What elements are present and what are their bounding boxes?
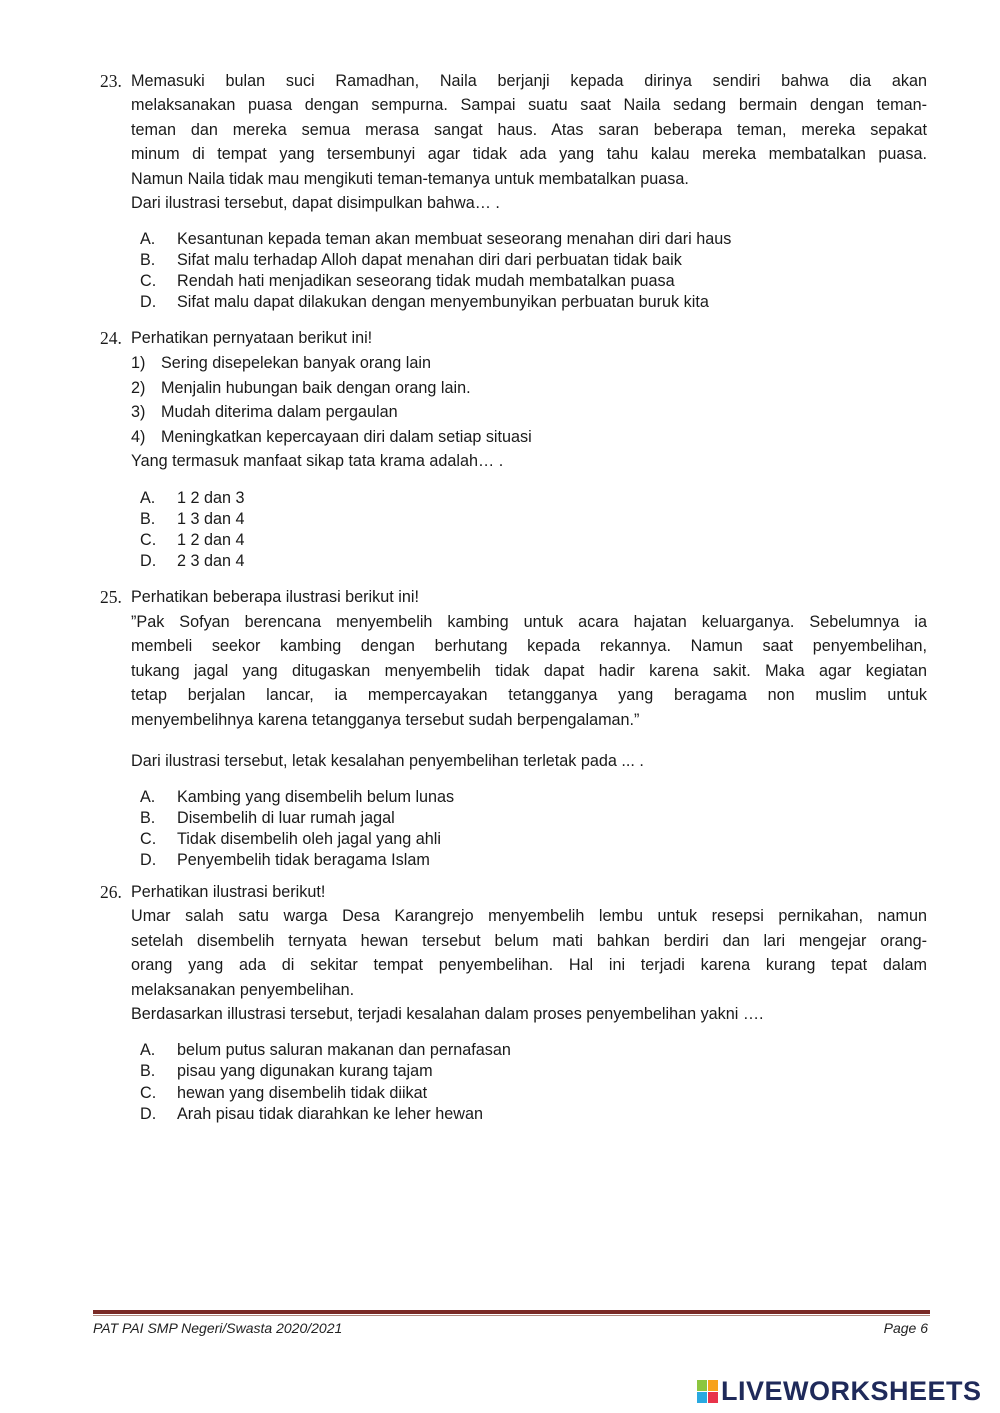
logo-tile	[708, 1392, 718, 1403]
option-letter: D.	[140, 552, 157, 570]
option-letter: A.	[140, 788, 156, 806]
option-text: pisau yang digunakan kurang tajam	[177, 1062, 433, 1081]
illustration-line: melaksanakan puasa dengan sempurna. Sampai suatu saat Naila sedang bermain dengan teman-	[131, 96, 927, 115]
option-letter: A.	[140, 230, 156, 248]
option-letter: B.	[140, 1062, 156, 1081]
statement-text: Mudah diterima dalam pergaulan	[161, 403, 398, 422]
answer-option[interactable]	[140, 1105, 483, 1124]
answer-option[interactable]	[140, 272, 675, 291]
statement-item	[131, 379, 471, 398]
illustration-line: ”Pak Sofyan berencana menyembelih kambing untuk acara hajatan keluarganya. Sebelumnya ia	[131, 613, 927, 631]
option-text: Arah pisau tidak diarahkan ke leher hewan	[177, 1104, 483, 1123]
statement-number: 3)	[131, 403, 146, 422]
statement-item	[131, 354, 431, 373]
option-text: belum putus saluran makanan dan pernafasan	[177, 1041, 511, 1059]
liveworksheets-logo	[697, 1376, 982, 1407]
option-letter: A.	[140, 1041, 156, 1059]
option-letter: C.	[140, 531, 157, 549]
option-text: Kesantunan kepada teman akan membuat seseorang menahan diri dari haus	[177, 230, 732, 248]
question-intro: Perhatikan ilustrasi berikut!	[131, 883, 326, 901]
option-letter: D.	[140, 851, 157, 869]
illustration-line: menyembelihnya karena tetangganya tersebut sudah berpengalaman.”	[131, 710, 640, 729]
option-text: 1 2 dan 4	[177, 531, 245, 549]
footer-title: PAT PAI SMP Negeri/Swasta 2020/2021	[93, 1320, 343, 1336]
question-intro: Perhatikan beberapa ilustrasi berikut ini!	[131, 588, 419, 606]
illustration-line: setelah disembelih ternyata hewan tersebut belum mati bahkan berdiri dan lari mengejar orang-	[131, 931, 927, 950]
illustration-line: melaksanakan penyembelihan.	[131, 980, 355, 999]
option-text: 1 3 dan 4	[177, 510, 245, 528]
option-letter: C.	[140, 1083, 157, 1102]
logo-text: LIVEWORKSHEETS	[721, 1376, 982, 1406]
illustration-line: orang yang ada di sekitar tempat penyembelihan. Hal ini terjadi karena kurang tepat dalam	[131, 956, 927, 974]
statement-item	[131, 428, 532, 447]
liveworksheets-logo-icon	[697, 1380, 718, 1403]
option-text: Tidak disembelih oleh jagal yang ahli	[177, 830, 441, 848]
illustration-line: tetap berjalan lancar, ia mempercayakan tetangganya yang beragama non muslim untuk	[131, 686, 927, 705]
answer-option[interactable]	[140, 851, 430, 870]
answer-option[interactable]	[140, 1041, 511, 1060]
question-intro: Perhatikan pernyataan berikut ini!	[131, 329, 373, 347]
footer-rule	[93, 1310, 930, 1314]
statement-number: 4)	[131, 428, 146, 447]
illustration-line: Memasuki bulan suci Ramadhan, Naila berjanji kepada dirinya sendiri bahwa dia akan	[131, 72, 927, 90]
answer-option[interactable]	[140, 788, 454, 807]
illustration-line: Umar salah satu warga Desa Karangrejo menyembelih lembu untuk resepsi pernikahan, namun	[131, 907, 927, 925]
question-prompt: Yang termasuk manfaat sikap tata krama adalah… .	[131, 452, 504, 470]
option-letter: C.	[140, 830, 157, 848]
option-letter: D.	[140, 1104, 157, 1123]
question-number: 23.	[100, 71, 122, 91]
logo-tile	[697, 1380, 707, 1391]
logo-tile	[708, 1380, 718, 1391]
answer-option[interactable]	[140, 489, 245, 508]
logo-tile	[697, 1392, 707, 1403]
question-prompt: Berdasarkan illustrasi tersebut, terjadi kesalahan dalam proses penyembelihan yakni ….	[131, 1005, 764, 1023]
answer-option[interactable]	[140, 510, 245, 529]
page-number: Page 6	[883, 1320, 928, 1336]
option-text: hewan yang disembelih tidak diikat	[177, 1083, 428, 1102]
answer-option[interactable]	[140, 1062, 433, 1081]
illustration-line: tukang jagal yang ditugaskan menyembelih tidak dapat hadir karena sakit. Maka agar kegiatan	[131, 661, 927, 680]
statement-number: 2)	[131, 378, 146, 397]
answer-option[interactable]	[140, 293, 709, 312]
option-letter: B.	[140, 510, 156, 528]
question-prompt: Dari ilustrasi tersebut, letak kesalahan penyembelihan terletak pada ... .	[131, 752, 644, 770]
statement-item	[131, 403, 398, 422]
question-number: 24.	[100, 328, 122, 348]
option-letter: D.	[140, 293, 157, 311]
question-number: 25.	[100, 587, 122, 607]
option-text: Sifat malu terhadap Alloh dapat menahan diri dari perbuatan tidak baik	[177, 251, 682, 269]
statement-text: Sering disepelekan banyak orang lain	[161, 354, 431, 372]
option-text: Kambing yang disembelih belum lunas	[177, 788, 455, 806]
answer-option[interactable]	[140, 230, 731, 249]
option-letter: C.	[140, 272, 157, 290]
illustration-line: teman dan mereka semua merasa sangat haus. Atas saran beberapa teman, mereka sepakat	[131, 120, 927, 139]
statement-number: 1)	[131, 354, 146, 372]
option-letter: B.	[140, 809, 156, 827]
answer-option[interactable]	[140, 251, 682, 270]
answer-option[interactable]	[140, 1084, 427, 1103]
illustration-line: minum di tempat yang tersembunyi agar tidak ada yang tahu kalau mereka membatalkan puasa.	[131, 145, 927, 164]
statement-text: Menjalin hubungan baik dengan orang lain.	[161, 378, 471, 397]
option-letter: B.	[140, 251, 156, 269]
option-text: 1 2 dan 3	[177, 489, 245, 507]
option-text: Rendah hati menjadikan seseorang tidak mudah membatalkan puasa	[177, 272, 675, 290]
question-number: 26.	[100, 882, 122, 902]
option-text: Penyembelih tidak beragama Islam	[177, 851, 430, 869]
option-text: 2 3 dan 4	[177, 552, 245, 570]
illustration-line: membeli seekor kambing dengan berhutang kepada rekannya. Namun saat penyembelihan,	[131, 637, 927, 656]
statement-text: Meningkatkan kepercayaan diri dalam setiap situasi	[161, 428, 532, 447]
answer-option[interactable]	[140, 809, 395, 828]
option-letter: A.	[140, 489, 156, 507]
answer-option[interactable]	[140, 531, 245, 550]
answer-option[interactable]	[140, 552, 245, 571]
question-prompt: Dari ilustrasi tersebut, dapat disimpulkan bahwa… .	[131, 194, 500, 212]
footer-rule-thin	[93, 1315, 930, 1316]
option-text: Disembelih di luar rumah jagal	[177, 809, 395, 827]
option-text: Sifat malu dapat dilakukan dengan menyembunyikan perbuatan buruk kita	[177, 293, 709, 311]
answer-option[interactable]	[140, 830, 441, 849]
illustration-line: Namun Naila tidak mau mengikuti teman-temanya untuk membatalkan puasa.	[131, 169, 689, 188]
